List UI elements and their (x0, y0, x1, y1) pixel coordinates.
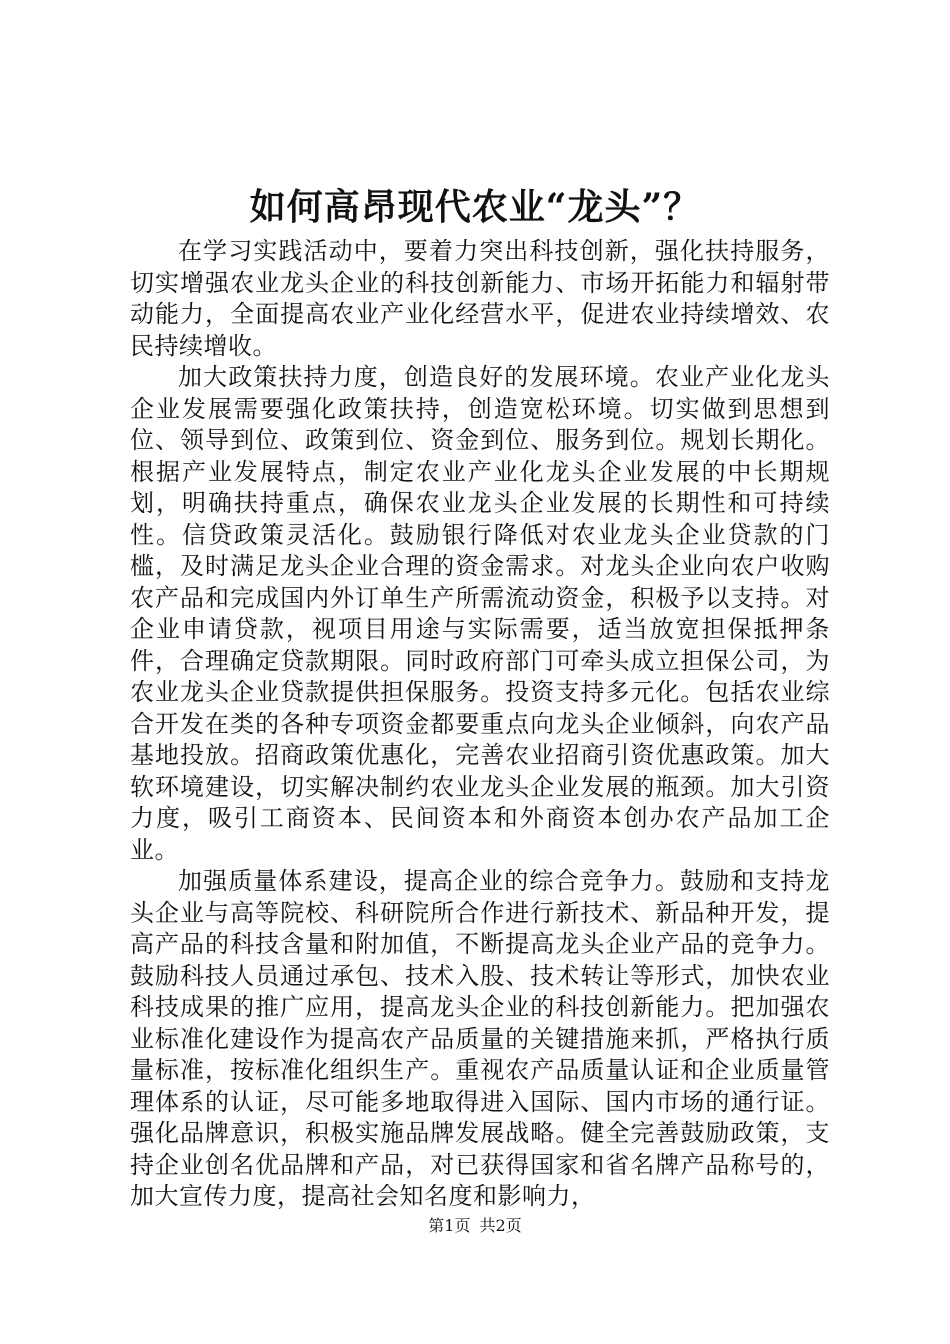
paragraph-quality-system: 加强质量体系建设，提高企业的综合竞争力。鼓励和支持龙头企业与高等院校、科研院所合作进行新技术、新品种开发，提高产品的科技含量和附加值，不断提高龙头企业产品的竞争力。鼓励科技人员通过承包、技术入股、技术转让等形式，加快农业科技成果的推广应用，提高龙头企业的科技创新能力。把加强农业标准化建设作为提高农产品质量的关键措施来抓，严格执行质量标准，按标准化组织生产。重视农产品质量认证和企业质量管理体系的认证，尽可能多地取得进入国际、国内市场的通行证。强化品牌意识，积极实施品牌发展战略。健全完善鼓励政策，支持企业创名优品牌和产品，对已获得国家和省名牌产品称号的，加大宣传力度，提高社会知名度和影响力， (130, 867, 830, 1210)
paragraph-intro: 在学习实践活动中，要着力突出科技创新，强化扶持服务，切实增强农业龙头企业的科技创新能力、市场开拓能力和辐射带动能力，全面提高农业产业化经营水平，促进农业持续增效、农民持续增收。 (130, 237, 830, 360)
page-footer (0, 1215, 950, 1237)
document-title: 如何高昂现代农业“龙头”？ (249, 186, 701, 228)
document-body (130, 236, 830, 1213)
page-total: 共2页 (479, 1216, 522, 1235)
page-number: 第1页 (428, 1216, 471, 1235)
paragraph-policy-support: 加大政策扶持力度，创造良好的发展环境。农业产业化龙头企业发展需要强化政策扶持，创造宽松环境。切实做到思想到位、领导到位、政策到位、资金到位、服务到位。规划长期化。根据产业发展特点，制定农业产业化龙头企业发展的中长期规划，明确扶持重点，确保农业龙头企业发展的长期性和可持续性。信贷政策灵活化。鼓励银行降低对农业龙头企业贷款的门槛，及时满足龙头企业合理的资金需求。对龙头企业向农户收购农产品和完成国内外订单生产所需流动资金，积极予以支持。对企业申请贷款，视项目用途与实际需要，适当放宽担保抵押条件，合理确定贷款期限。同时政府部门可牵头成立担保公司，为农业龙头企业贷款提供担保服务。投资支持多元化。包括农业综合开发在类的各种专项资金都要重点向龙头企业倾斜，向农产品基地投放。招商政策优惠化，完善农业招商引资优惠政策。加大软环境建设，切实解决制约农业龙头企业发展的瓶颈。加大引资力度，吸引工商资本、民间资本和外商资本创办农产品加工企业。 (130, 363, 830, 864)
